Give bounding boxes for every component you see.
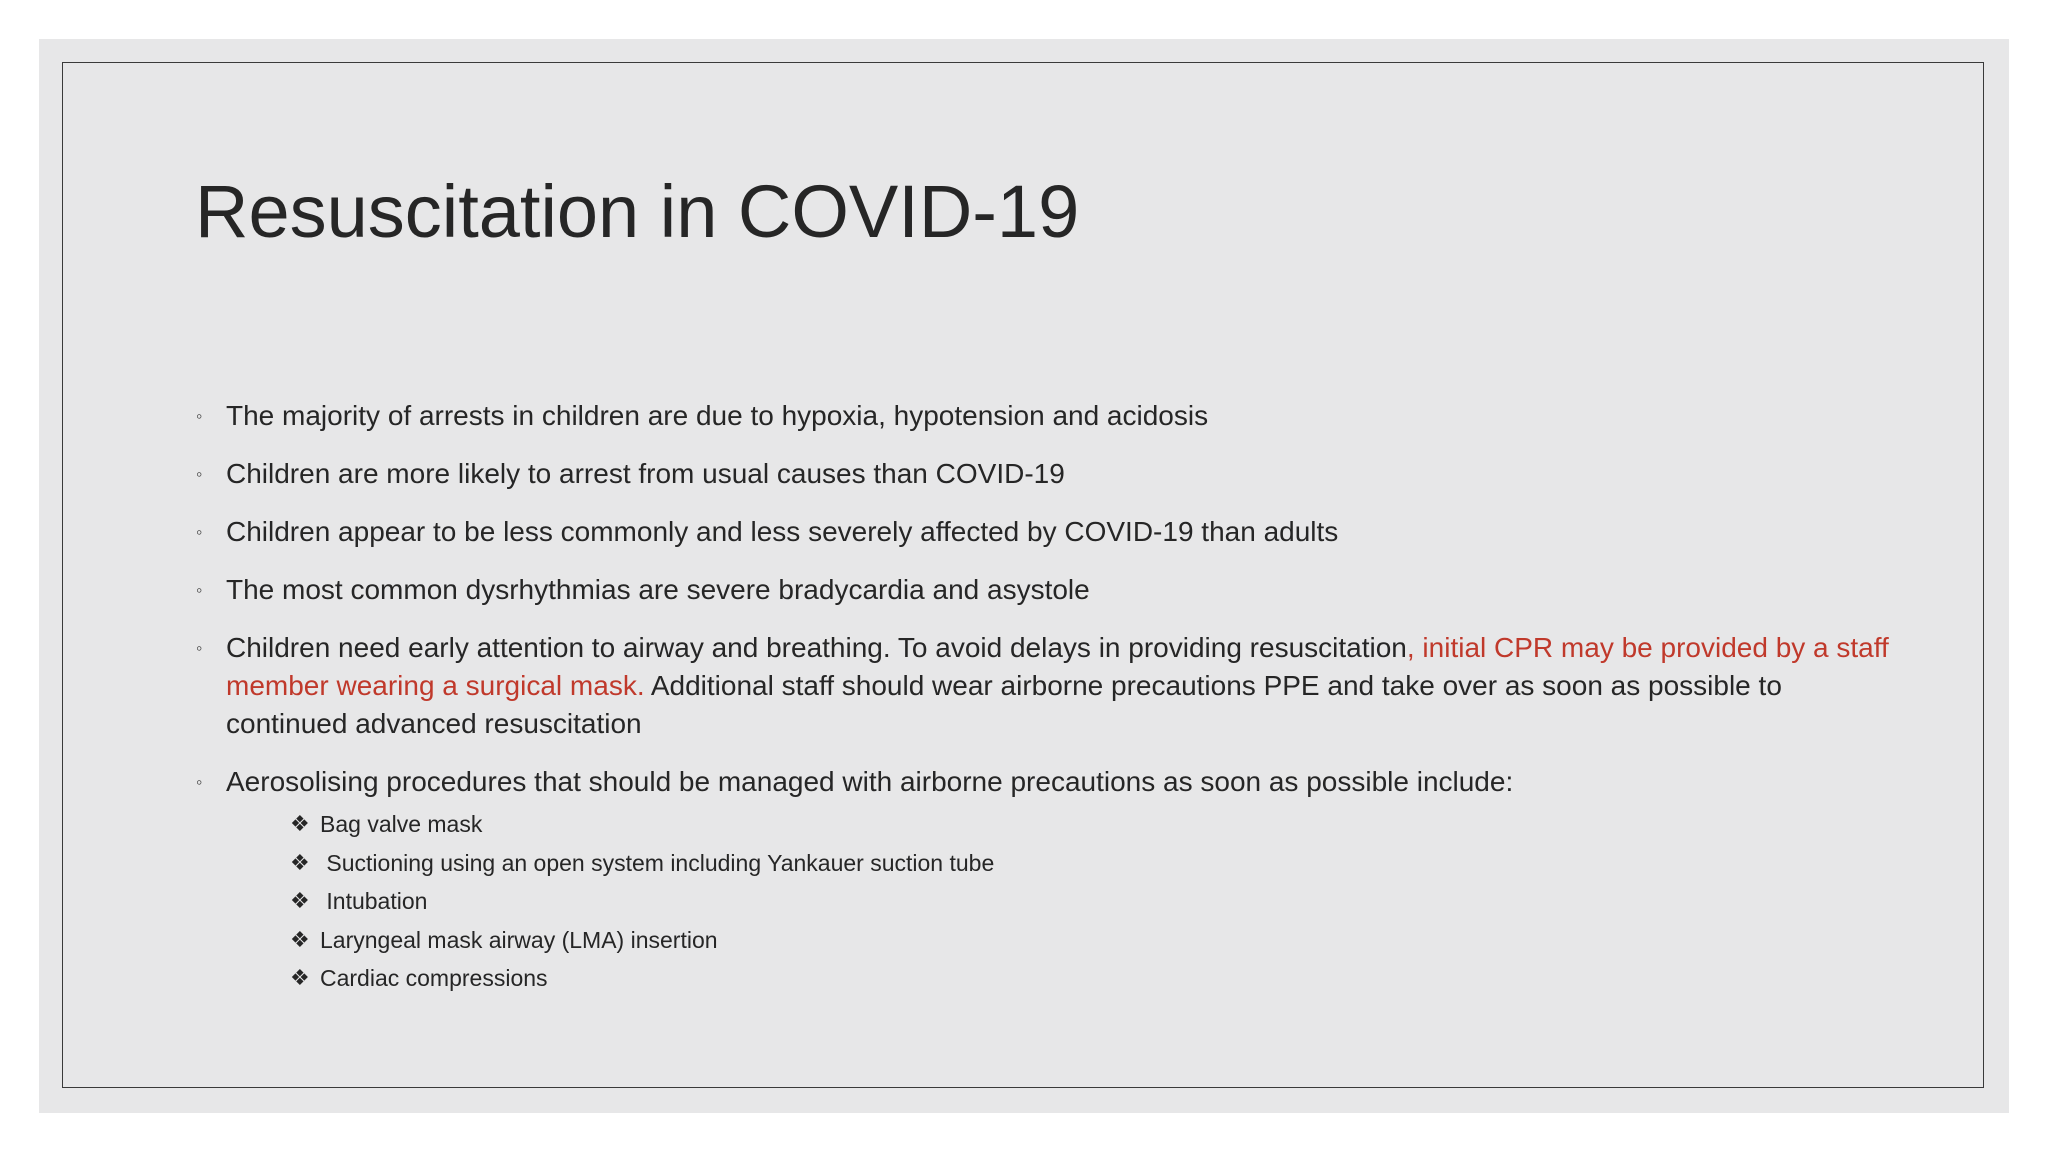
diamond-bullet-icon: ❖: [290, 811, 310, 836]
sub-bullet-text: Suctioning using an open system including Yankauer suction tube: [320, 849, 995, 876]
bullet-text: The majority of arrests in children are due to hypoxia, hypotension and acidosis: [226, 400, 1209, 431]
bullet-text: Children are more likely to arrest from usual causes than COVID-19: [226, 458, 1065, 489]
sub-bullet-text: Intubation: [320, 888, 428, 914]
bullet-item: [196, 629, 1896, 743]
sub-bullet-text: Bag valve mask: [320, 811, 483, 837]
slide-title: Resuscitation in COVID-19: [195, 170, 1080, 253]
bullet-text: Children need early attention to airway and breathing. To avoid delays in providing resuscitation: [226, 632, 1407, 663]
diamond-bullet-icon: ❖: [290, 965, 310, 990]
bullet-marker-icon: ◦: [196, 522, 203, 542]
bullet-item: [196, 455, 1896, 493]
bullet-item: [196, 763, 1896, 801]
bullet-marker-icon: ◦: [196, 772, 203, 792]
bullet-marker-icon: ◦: [196, 464, 203, 484]
bullet-text: Additional staff should wear airborne precautions PPE and take over as soon as possible to continued advanced resuscitation: [226, 670, 1782, 739]
sub-bullet-item: [290, 959, 1896, 998]
sub-bullet-list: [290, 805, 1896, 998]
slide: [39, 39, 2009, 1113]
sub-bullet-text: Cardiac compressions: [320, 965, 548, 991]
bullet-item: [196, 397, 1896, 435]
bullet-text: Aerosolising procedures that should be managed with airborne precautions as soon as possible include:: [226, 766, 1514, 797]
diamond-bullet-icon: ❖: [290, 849, 310, 875]
sub-bullet-item: [290, 805, 1896, 844]
diamond-bullet-icon: ❖: [290, 926, 310, 952]
sub-bullet-item: [290, 844, 1896, 883]
diamond-bullet-icon: ❖: [290, 888, 310, 913]
bullet-list: [196, 397, 1896, 998]
sub-bullet-text: Laryngeal mask airway (LMA) insertion: [320, 926, 718, 953]
bullet-text: The most common dysrhythmias are severe bradycardia and asystole: [226, 574, 1090, 605]
bullet-item: [196, 513, 1896, 551]
sub-bullet-item: [290, 921, 1896, 960]
bullet-highlight-text: , initial CPR may be provided by a staff member wearing a surgical mask.: [226, 632, 1889, 701]
bullet-marker-icon: ◦: [196, 406, 203, 426]
bullet-marker-icon: ◦: [196, 580, 203, 600]
sub-bullet-item: [290, 882, 1896, 921]
bullet-item: [196, 571, 1896, 609]
bullet-text: Children appear to be less commonly and less severely affected by COVID-19 than adults: [226, 516, 1339, 547]
bullet-marker-icon: ◦: [196, 638, 203, 658]
